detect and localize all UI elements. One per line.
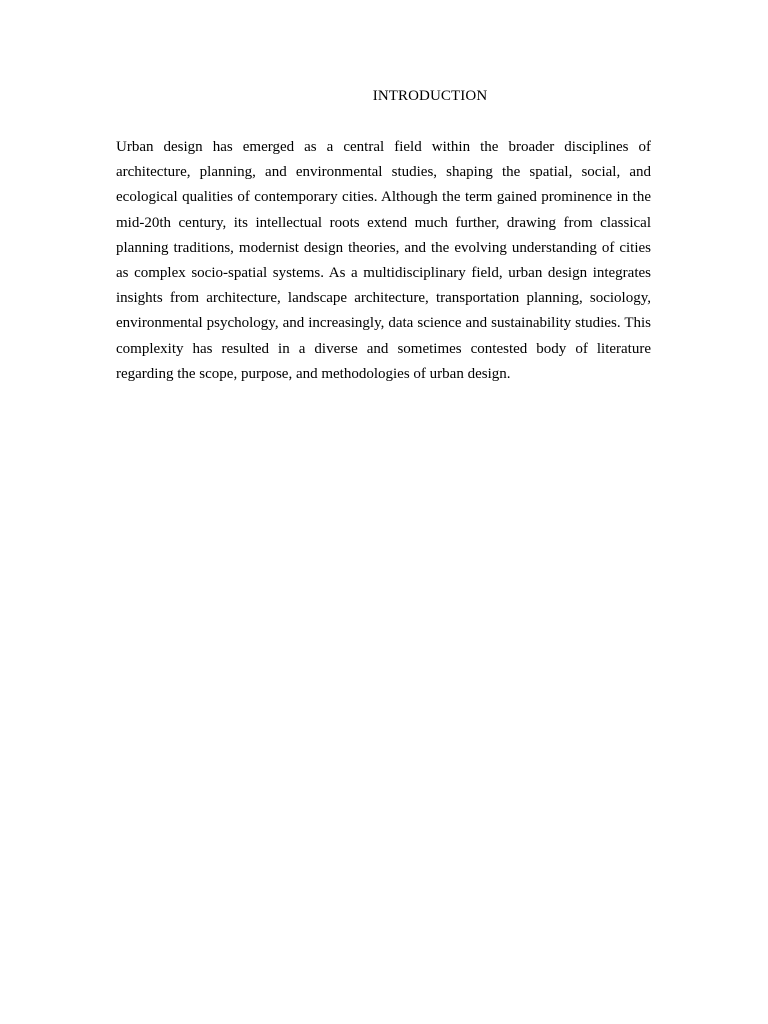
section-heading: INTRODUCTION [372, 88, 488, 104]
body-paragraph: Urban design has emerged as a central field within the broader disciplines of architecture, planning, and environmental studies, shaping the spatial, social, and ecological qualities of contemporary cities. Although the term gained prominence in the mid-20th century, its intellectual roots extend much further, drawing from classical planning traditions, modernist design theories, and the evolving understanding of cities as complex socio-spatial systems. As a multidisciplinary field, urban design integrates insights from architecture, landscape architecture, transportation planning, sociology, environmental psychology, and increasingly, data science and sustainability studies. This complexity has resulted in a diverse and sometimes contested body of literature regarding the scope, purpose, and methodologies of urban design. [116, 139, 651, 382]
